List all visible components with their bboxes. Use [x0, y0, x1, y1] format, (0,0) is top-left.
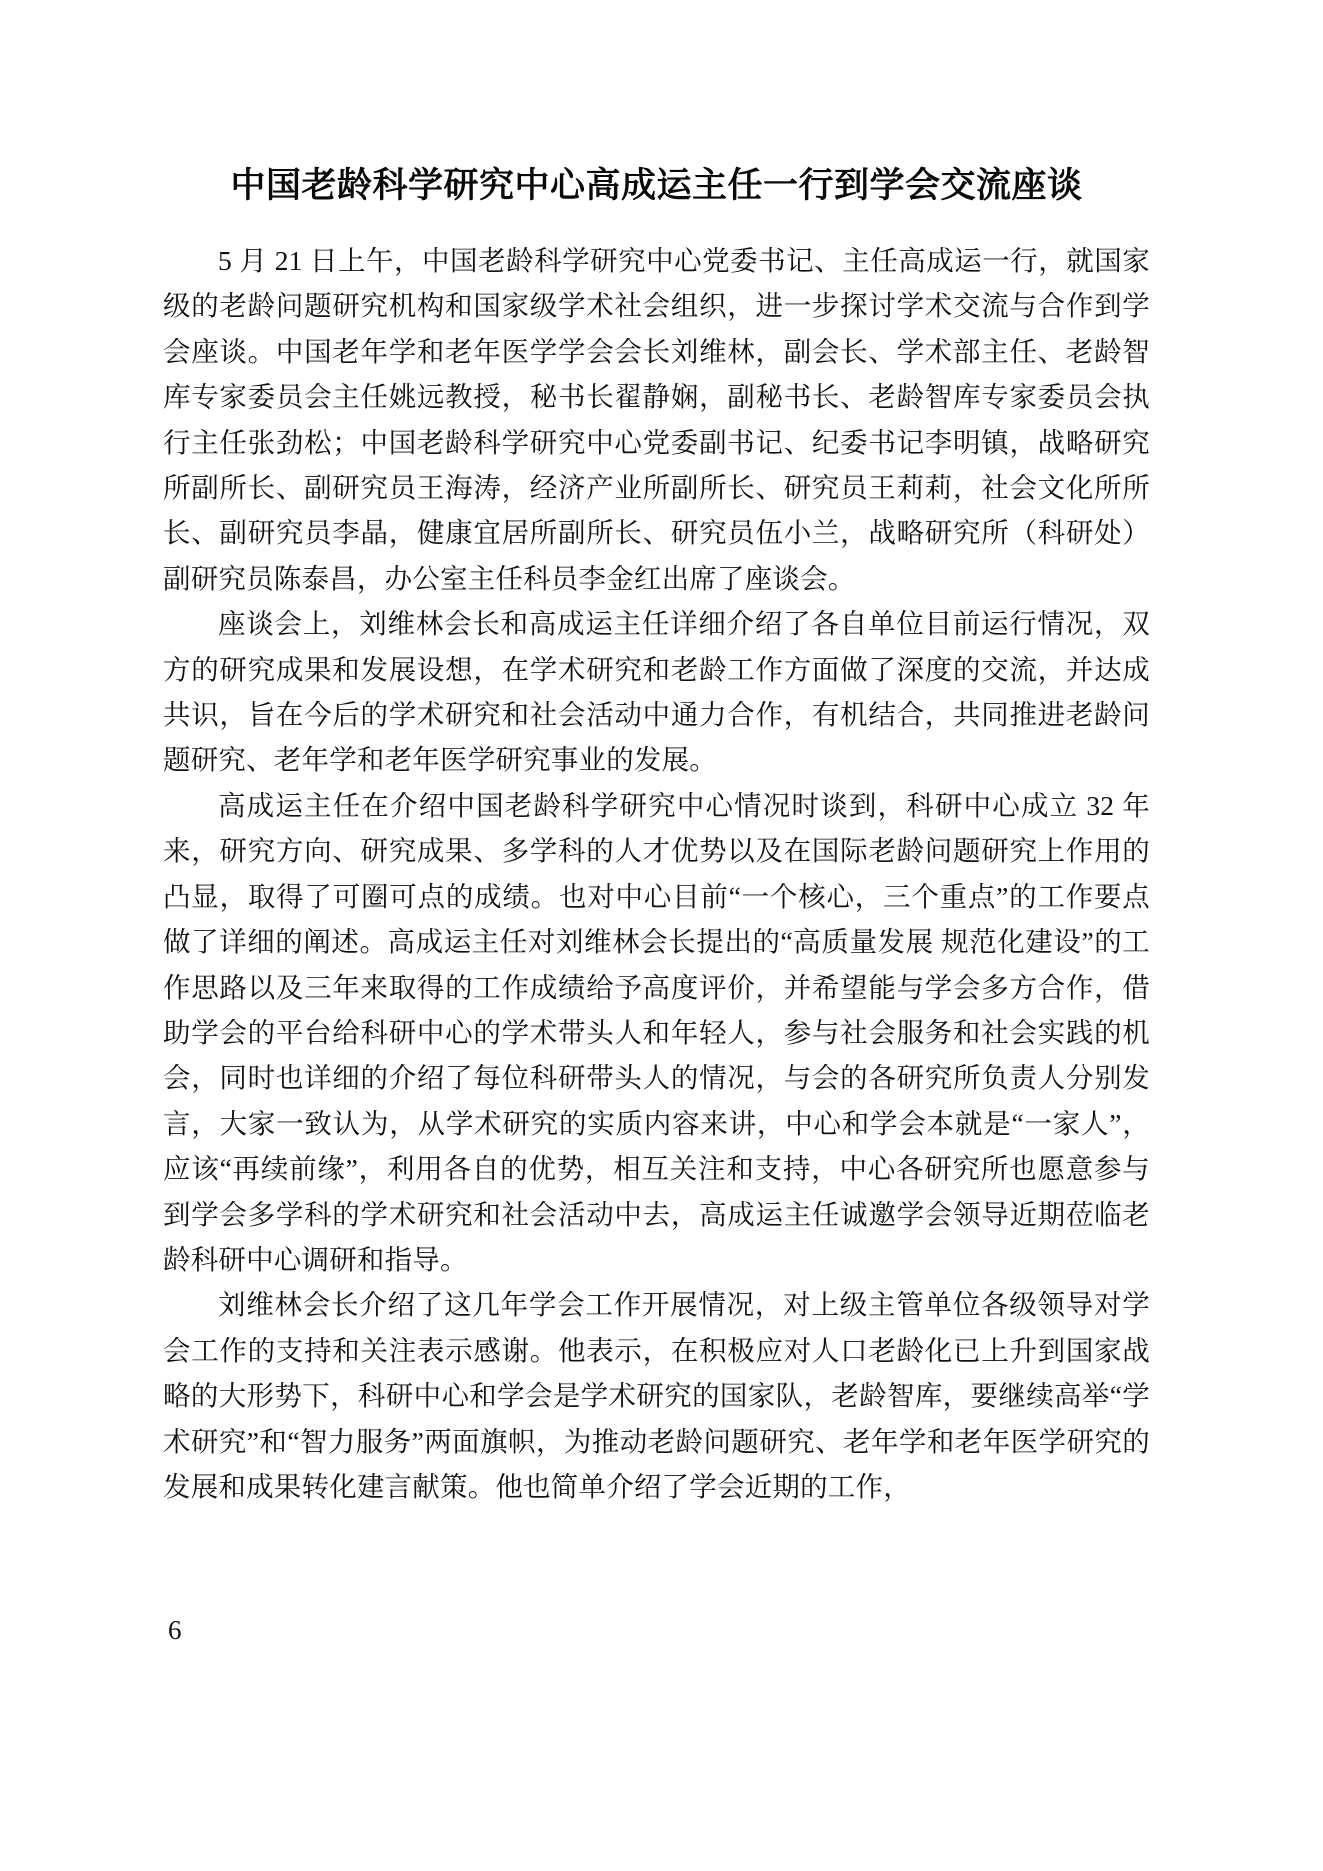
- paragraph-2: 座谈会上，刘维林会长和高成运主任详细介绍了各自单位目前运行情况，双方的研究成果和发展设想，在学术研究和老龄工作方面做了深度的交流，并达成共识，旨在今后的学术研究和社会活动中通力合作，有机结合，共同推进老龄问题研究、老年学和老年医学研究事业的发展。: [163, 608, 1150, 776]
- document-content: [163, 160, 1150, 1509]
- paragraph-1: 5 月 21 日上午，中国老龄科学研究中心党委书记、主任高成运一行，就国家级的老龄问题研究机构和国家级学术社会组织，进一步探讨学术交流与合作到学会座谈。中国老年学和老年医学学会会长刘维林，副会长、学术部主任、老龄智库专家委员会主任姚远教授，秘书长翟静娴，副秘书长、老龄智库专家委员会执行主任张劲松；中国老龄科学研究中心党委副书记、纪委书记李明镇，战略研究所副所长、副研究员王海涛，经济产业所副所长、研究员王莉莉，社会文化所所长、副研究员李晶，健康宜居所副所长、研究员伍小兰，战略研究所（科研处）副研究员陈泰昌，办公室主任科员李金红出席了座谈会。: [163, 245, 1150, 594]
- paragraph-4: 刘维林会长介绍了这几年学会工作开展情况，对上级主管单位各级领导对学会工作的支持和关注表示感谢。他表示，在积极应对人口老龄化已上升到国家战略的大形势下，科研中心和学会是学术研究的国家队，老龄智库，要继续高举“学术研究”和“智力服务”两面旗帜，为推动老龄问题研究、老年学和老年医学研究的发展和成果转化建言献策。他也简单介绍了学会近期的工作，: [163, 1289, 1150, 1502]
- page-title: 中国老龄科学研究中心高成运主任一行到学会交流座谈: [230, 166, 1083, 205]
- page-number: 6: [168, 1615, 182, 1645]
- paragraph-3: 高成运主任在介绍中国老龄科学研究中心情况时谈到，科研中心成立 32 年来，研究方向、研究成果、多学科的人才优势以及在国际老龄问题研究上作用的凸显，取得了可圈可点的成绩。也对中心目前“一个核心，三个重点”的工作要点做了详细的阐述。高成运主任对刘维林会长提出的“高质量发展 规范化建设”的工作思路以及三年来取得的工作成绩给予高度评价，并希望能与学会多方合作，借助学会的平台给科研中心的学术带头人和年轻人，参与社会服务和社会实践的机会，同时也详细的介绍了每位科研带头人的情况，与会的各研究所负责人分别发言，大家一致认为，从学术研究的实质内容来讲，中心和学会本就是“一家人”，应该“再续前缘”，利用各自的优势，相互关注和支持，中心各研究所也愿意参与到学会多学科的学术研究和社会活动中去，高成运主任诚邀学会领导近期莅临老龄科研中心调研和指导。: [163, 789, 1150, 1275]
